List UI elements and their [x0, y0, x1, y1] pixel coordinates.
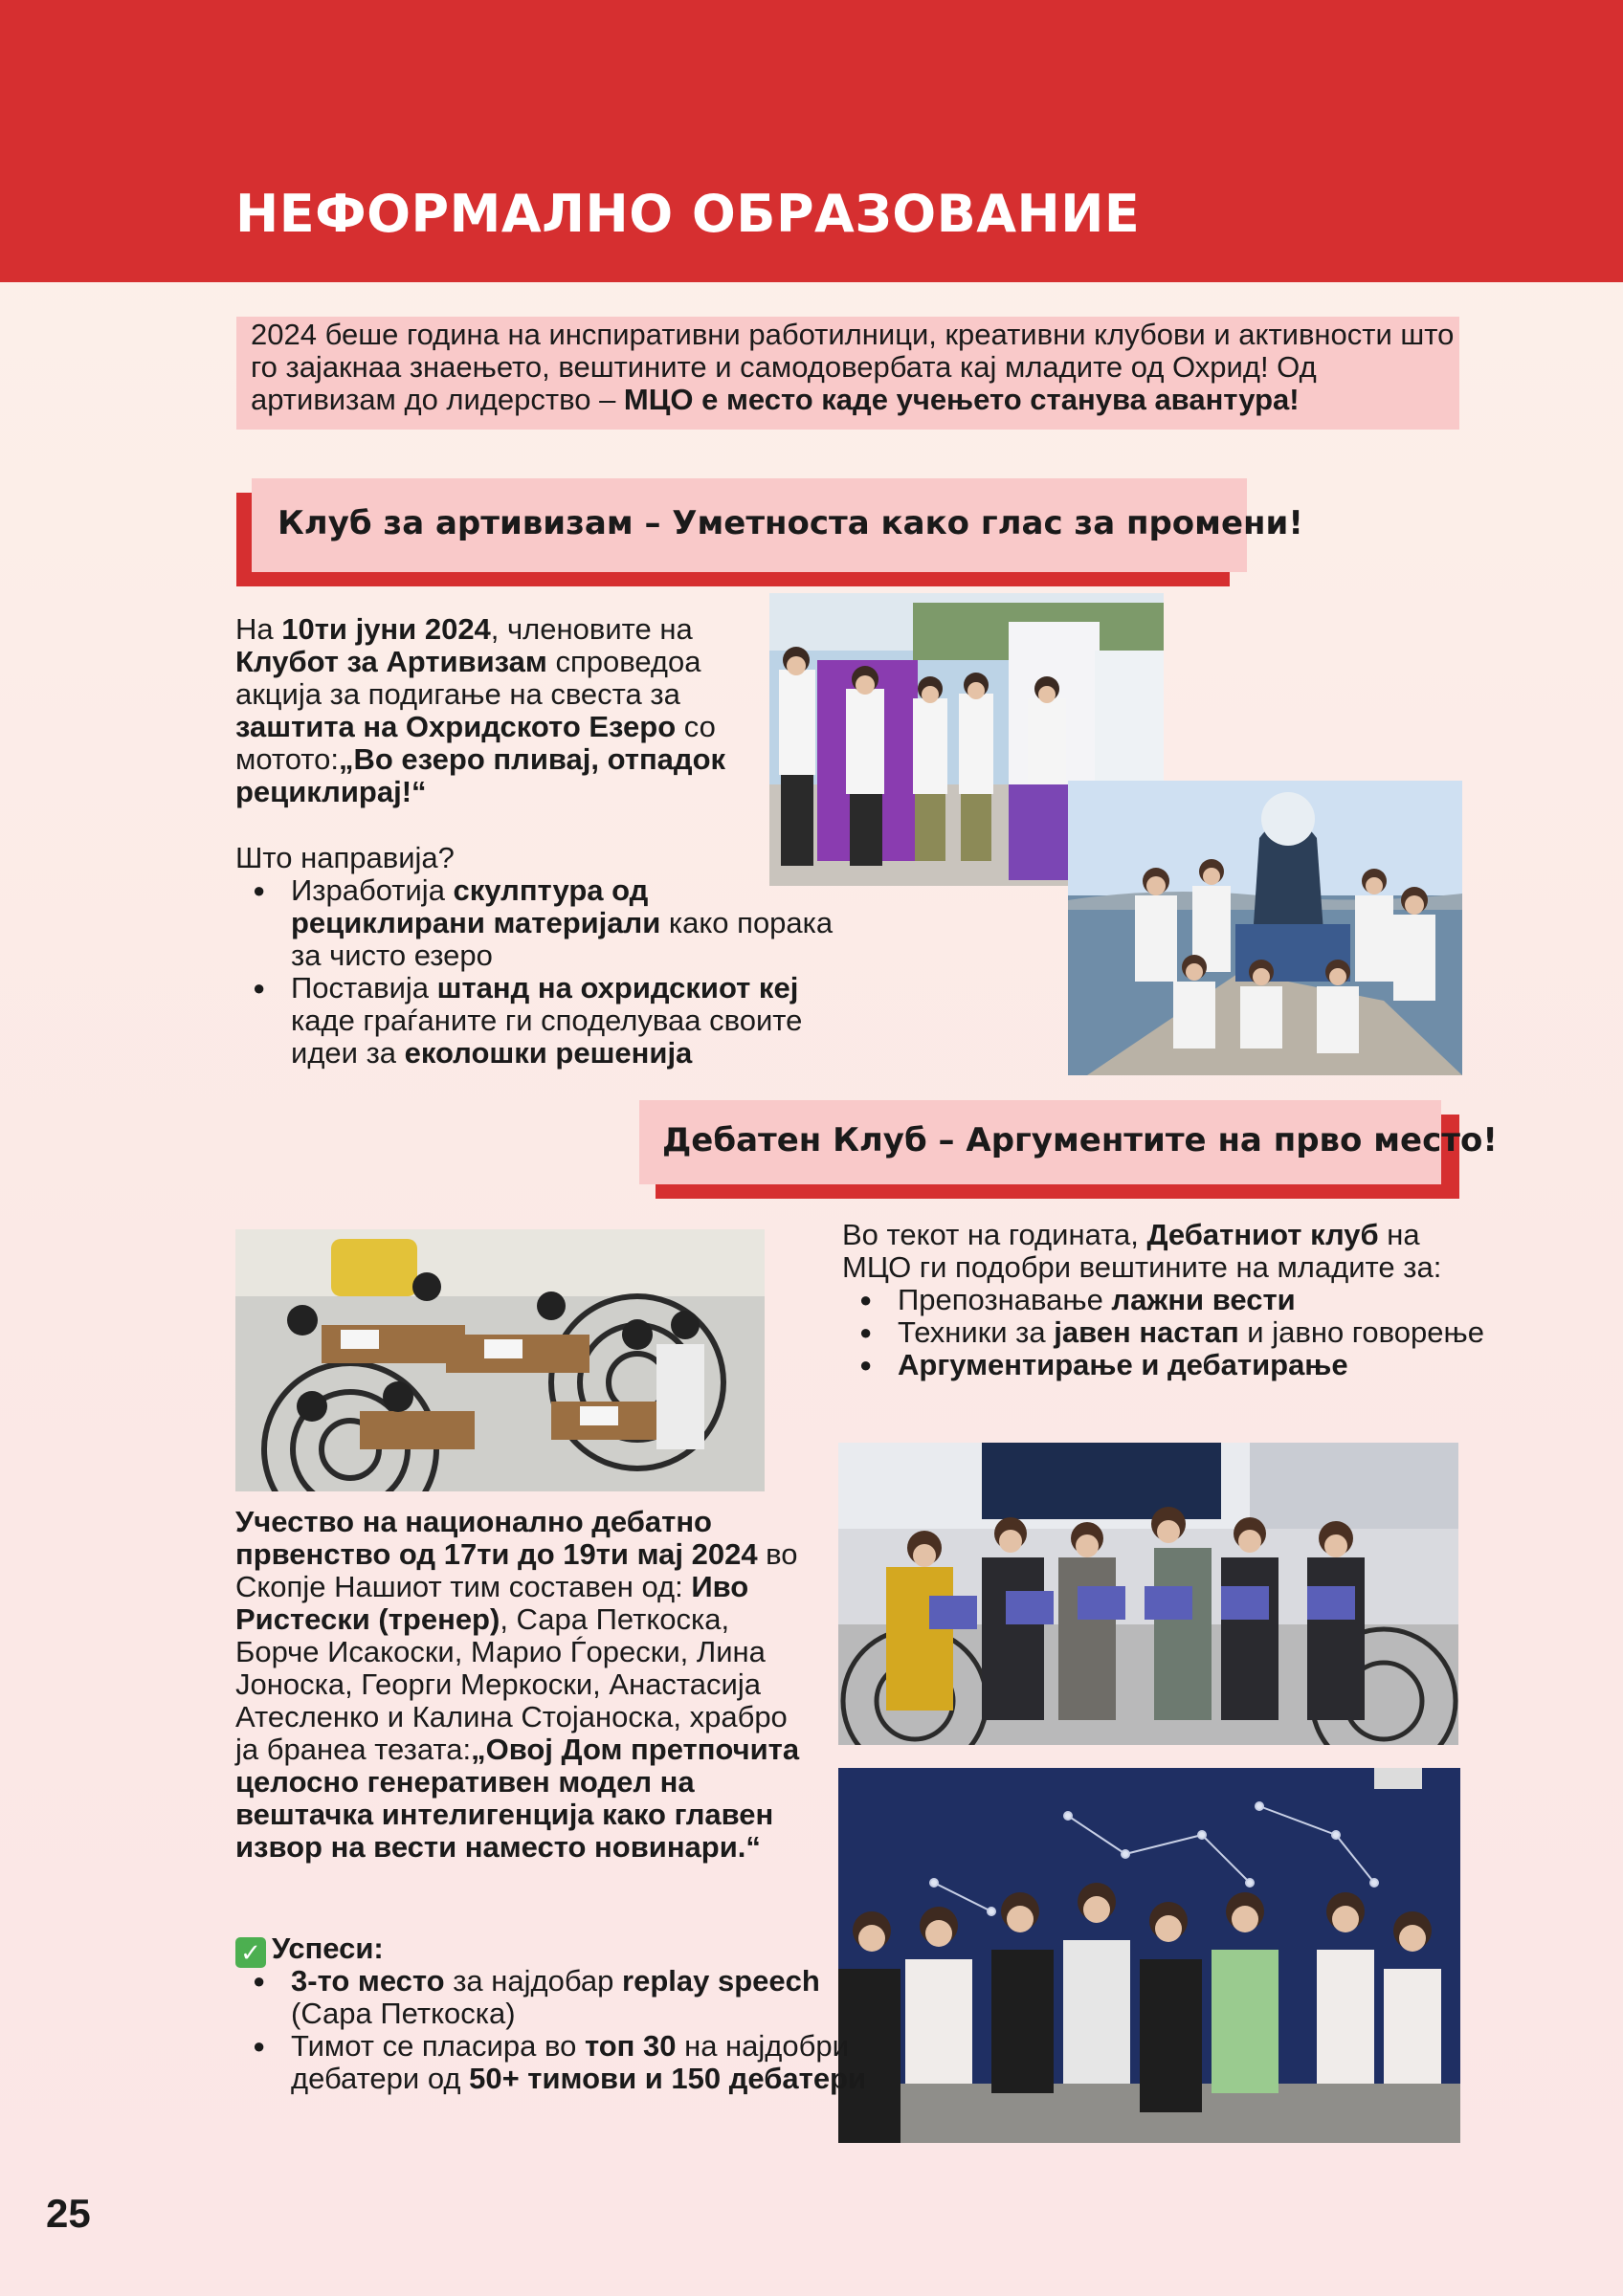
artivism-heading: Клуб за артивизам – Уметноста како глас за промени! — [278, 504, 1303, 542]
successes-label: Успеси: — [272, 1932, 384, 1965]
text-run: на МЦО ги подобри вештините на младите за: — [842, 1218, 1442, 1284]
text-run-bold: Клубот за Артивизам — [235, 645, 547, 678]
intro-text: 2024 беше година на инспиративни работилници, креативни клубови и активности што го зајакнаа знаењето, вештините и самодовербата кај младите од Охрид! Од артивизам до лидерство – — [251, 318, 1455, 416]
debate-team-group-photo — [838, 1768, 1460, 2143]
debate-intro-paragraph — [842, 1219, 1464, 1284]
text-run-bold: Учество на национално дебатно првенство од 17ти до 19ти мај 2024 — [235, 1505, 758, 1571]
text-run-bold: Иво Ристески (тренер) — [235, 1570, 749, 1636]
successes-heading — [235, 1932, 384, 1968]
text-run: Препознавање — [898, 1283, 1112, 1316]
text-run-bold: јавен настап — [1054, 1315, 1239, 1349]
intro-paragraph — [251, 319, 1456, 416]
text-run: за најдобар — [444, 1964, 623, 1998]
text-run-bold: Дебатниот клуб — [1146, 1218, 1379, 1251]
text-run-bold: 3-то место — [291, 1964, 445, 1998]
artivism-paragraph — [235, 613, 757, 808]
text-run: спроведоа акција за подигање на свеста за — [235, 645, 701, 711]
text-run: и јавно говорење — [1238, 1315, 1484, 1349]
successes-list — [235, 1965, 884, 2095]
text-run: во Скопје Нашиот тим составен од: — [235, 1537, 798, 1603]
debate-skills-list — [842, 1284, 1510, 1381]
text-run: како порака за чисто езеро — [291, 906, 834, 972]
list-item — [898, 1284, 1510, 1316]
text-run: (Сара Петкоска) — [291, 1997, 516, 2030]
text-run-bold: „Овој Дом претпочита целосно генеративен модел на вештачка интелигенција како главен извор на вести наместо новинари.“ — [235, 1733, 800, 1864]
text-run: , Сара Петкоска, Борче Исакоски, Марио Ѓорески, Лина Јоноска, Георги Меркоски, Анастасија Атесленко и Калина Стојаноска, храбро ја бранеа тезата: — [235, 1602, 788, 1766]
text-run-bold: лажни вести — [1111, 1283, 1296, 1316]
text-run: каде граѓаните ги споделуваа своите идеи за — [291, 1004, 803, 1070]
text-run: на најдобри дебатери од — [291, 2029, 849, 2095]
text-run: , членовите на — [490, 612, 693, 646]
artivism-bullet-list — [235, 874, 836, 1070]
page-title: НЕФОРМАЛНО ОБРАЗОВАНИЕ — [235, 184, 1141, 244]
text-run: Поставија — [291, 971, 437, 1004]
text-run-bold: скулптура од рециклирани материјали — [291, 873, 661, 939]
list-item — [291, 972, 836, 1070]
list-item — [898, 1349, 1510, 1381]
text-run-bold: 50+ тимови и 150 дебатери — [469, 2062, 867, 2095]
text-run-bold: еколошки решенија — [404, 1036, 693, 1070]
text-run-bold: Аргументирање и дебатирање — [898, 1348, 1348, 1381]
text-run-bold: 10ти јуни 2024 — [281, 612, 491, 646]
page-number: 25 — [46, 2191, 91, 2236]
text-run-bold: штанд на охридскиот кеј — [436, 971, 799, 1004]
text-run-bold: заштита на Охридското Езеро — [235, 710, 677, 743]
debate-competition-paragraph — [235, 1506, 810, 1864]
text-run-bold: топ 30 — [584, 2029, 677, 2063]
text-run: Тимот се пласира во — [291, 2029, 585, 2063]
artivism-question: Што направија? — [235, 841, 455, 874]
text-run: Во текот на годината, — [842, 1218, 1147, 1251]
debate-team-certificates-photo — [838, 1443, 1458, 1745]
check-mark-icon: ✓ — [235, 1937, 266, 1968]
lake-photo — [1068, 781, 1462, 1075]
list-item — [291, 874, 836, 972]
text-run: Изработија — [291, 873, 454, 907]
list-item — [898, 1316, 1510, 1349]
text-run-bold: „Во езеро пливај, отпадок рециклирај!“ — [235, 742, 726, 808]
text-run: На — [235, 612, 282, 646]
text-run: со мотото: — [235, 710, 716, 776]
debate-classroom-photo — [235, 1229, 765, 1491]
debate-heading: Дебатен Клуб – Аргументите на прво место! — [662, 1121, 1498, 1159]
intro-bold-text: МЦО е место каде учењето станува авантура! — [623, 383, 1300, 416]
list-item — [291, 1965, 884, 2030]
text-run: Техники за — [898, 1315, 1055, 1349]
list-item — [291, 2030, 884, 2095]
text-run-bold: replay speech — [622, 1964, 820, 1998]
